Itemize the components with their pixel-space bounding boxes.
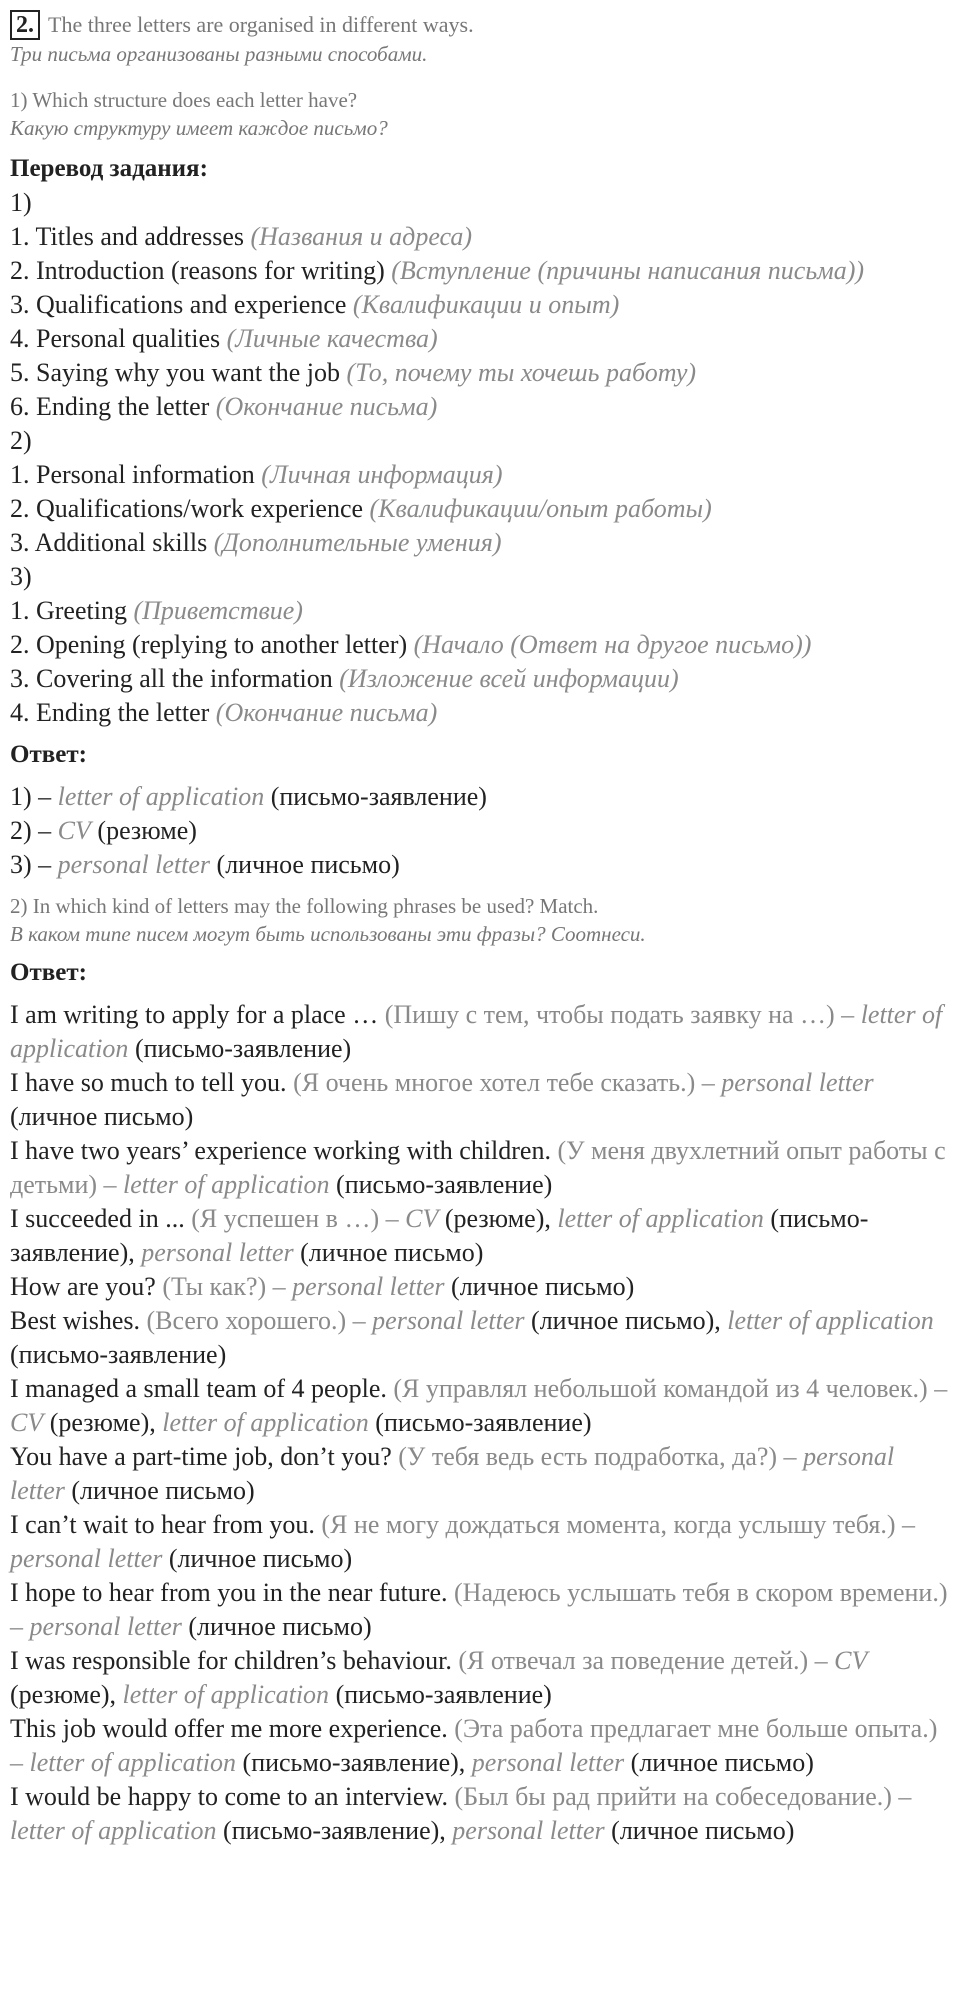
phrase-text: Best wishes. [10, 1306, 147, 1335]
task-number: 2. [10, 10, 40, 40]
phrase-translation: (Я управлял небольшой командой из 4 человек.) – [393, 1374, 948, 1403]
structure-item [10, 424, 950, 458]
phrase-letter-type: letter of application [122, 1680, 330, 1709]
phrase-text: (личное письмо) [64, 1476, 255, 1505]
answer-prefix: 2) – [10, 816, 58, 845]
structure-item [10, 186, 950, 220]
phrase-item [10, 1780, 950, 1848]
structure-item-translation: (Квалификации/опыт работы) [369, 494, 712, 523]
phrase-translation: (Я очень многое хотел тебе сказать.) – [293, 1068, 722, 1097]
phrase-item [10, 1576, 950, 1644]
structure-item [10, 560, 950, 594]
phrase-text: I have so much to tell you. [10, 1068, 294, 1097]
structure-item-text: 2. Qualifications/work experience [10, 494, 370, 523]
phrase-item [10, 1134, 950, 1202]
structure-item-text: 3. Additional skills [10, 528, 214, 557]
phrase-letter-type: letter of application [162, 1408, 369, 1437]
structure-item-text: 4. Personal qualities [10, 324, 227, 353]
phrase-translation: (Я отвечал за поведение детей.) – [458, 1646, 835, 1675]
phrase-text: (личное письмо) [293, 1238, 484, 1267]
phrase-text: This job would offer me more experience. [10, 1714, 455, 1743]
phrase-text: (личное письмо) [181, 1612, 372, 1641]
phrase-text: You have a part-time job, don’t you? [10, 1442, 399, 1471]
answer-prefix: 3) – [10, 850, 58, 879]
answer-letter-type: letter of application [57, 782, 265, 811]
phrase-translation: (Ты как?) – [162, 1272, 293, 1301]
phrase-letter-type: letter of application [727, 1306, 934, 1335]
answer-heading-1: Ответ: [10, 741, 87, 768]
phrase-item [10, 998, 950, 1066]
answer-prefix: 1) – [10, 782, 58, 811]
task-header [10, 10, 950, 40]
phrase-letter-type: letter of application [557, 1204, 764, 1233]
structure-item [10, 696, 950, 730]
structure-item-text: 4. Ending the letter [10, 698, 216, 727]
phrase-letter-type: personal letter [10, 1442, 895, 1505]
phrase-text: (личное письмо) [604, 1816, 795, 1845]
structure-item-translation: (Окончание письма) [215, 392, 438, 421]
phrase-letter-type: CV [10, 1408, 44, 1437]
phrase-item [10, 1270, 950, 1304]
answer-letter-type: personal letter [57, 850, 211, 879]
phrase-text: I hope to hear from you in the near future. [10, 1578, 455, 1607]
phrase-item [10, 1304, 950, 1372]
phrase-text: (резюме), [10, 1680, 123, 1709]
structure-item [10, 322, 950, 356]
structure-item [10, 628, 950, 662]
phrase-letter-type: letter of application [123, 1170, 330, 1199]
structure-item-translation: (Личные качества) [226, 324, 438, 353]
structure-item [10, 526, 950, 560]
phrase-letter-type: personal letter [452, 1816, 605, 1845]
phrase-text: (письмо-заявление), [236, 1748, 472, 1777]
answer-heading-2: Ответ: [10, 959, 87, 986]
structure-item-text: 5. Saying why you want the job [10, 358, 347, 387]
phrase-translation: (Я не могу дождаться момента, когда услышу тебя.) – [321, 1510, 915, 1539]
phrase-translation: (Всего хорошего.) – [146, 1306, 373, 1335]
phrase-translation: (Эта работа предлагает мне больше опыта.) – [10, 1714, 938, 1777]
phrase-text: I can’t wait to hear from you. [10, 1510, 322, 1539]
phrase-text: (письмо-заявление), [10, 1204, 869, 1267]
phrase-letter-type: letter of application [10, 1816, 217, 1845]
phrase-text: (письмо-заявление) [128, 1034, 352, 1063]
structure-item-text: 2. Opening (replying to another letter) [10, 630, 414, 659]
structure-item-text: 1) [10, 188, 32, 217]
phrase-text: (письмо-заявление) [329, 1170, 553, 1199]
phrase-item [10, 1372, 950, 1440]
answer-item [10, 780, 950, 814]
phrase-item [10, 1202, 950, 1270]
phrase-letter-type: personal letter [29, 1612, 182, 1641]
phrase-text: (резюме), [438, 1204, 558, 1233]
phrase-translation: (У меня двухлетний опыт работы с детьми) – [10, 1136, 946, 1199]
structure-item [10, 220, 950, 254]
structure-item-text: 3. Covering all the information [10, 664, 340, 693]
structure-item-text: 6. Ending the letter [10, 392, 216, 421]
question-2-en: 2) In which kind of letters may the following phrases be used? Match. [10, 894, 599, 918]
question-1-en: 1) Which structure does each letter have? [10, 88, 358, 112]
phrase-text: I managed a small team of 4 people. [10, 1374, 394, 1403]
phrase-item [10, 1508, 950, 1576]
phrase-translation: (Был бы рад прийти на собеседование.) – [454, 1782, 912, 1811]
phrase-text: I am writing to apply for a place … [10, 1000, 385, 1029]
phrase-text: (личное письмо), [524, 1306, 728, 1335]
phrase-text: (письмо-заявление) [10, 1340, 227, 1369]
phrase-item [10, 1644, 950, 1712]
structure-list [10, 186, 950, 730]
phrase-item [10, 1066, 950, 1134]
structure-item-translation: (То, почему ты хочешь работу) [346, 358, 697, 387]
task-text-en: The three letters are organised in different ways. [48, 12, 474, 37]
answer-item [10, 814, 950, 848]
phrase-letter-type: CV [405, 1204, 439, 1233]
phrase-text: (личное письмо) [10, 1102, 194, 1131]
structure-item-text: 1. Titles and addresses [10, 222, 251, 251]
structure-item-text: 1. Personal information [10, 460, 262, 489]
answer-translation: (личное письмо) [210, 850, 400, 879]
answer-letter-type: CV [57, 816, 91, 845]
phrases-list [10, 998, 950, 1848]
structure-item [10, 288, 950, 322]
phrase-item [10, 1712, 950, 1780]
phrase-translation: (Пишу с тем, чтобы подать заявку на …) – [384, 1000, 861, 1029]
answer-item [10, 848, 950, 882]
structure-item [10, 662, 950, 696]
structure-item [10, 390, 950, 424]
question-1-ru: Какую структуру имеет каждое письмо? [10, 116, 388, 140]
structure-item [10, 594, 950, 628]
phrase-text: (личное письмо) [624, 1748, 814, 1777]
answer-translation: (резюме) [90, 816, 197, 845]
answers-list-1 [10, 780, 950, 882]
structure-item-translation: (Дополнительные умения) [213, 528, 502, 557]
phrase-text: (личное письмо) [162, 1544, 353, 1573]
phrase-text: (резюме), [43, 1408, 163, 1437]
phrase-letter-type: personal letter [10, 1544, 163, 1573]
answer-translation: (письмо-заявление) [264, 782, 487, 811]
phrase-letter-type: personal letter [292, 1272, 445, 1301]
structure-item-text: 3. Qualifications and experience [10, 290, 353, 319]
phrase-letter-type: personal letter [471, 1748, 625, 1777]
structure-item-text: 3) [10, 562, 32, 591]
phrase-text: I have two years’ experience working with children. [10, 1136, 558, 1165]
phrase-letter-type: personal letter [372, 1306, 525, 1335]
phrase-text: I was responsible for children’s behaviour. [10, 1646, 459, 1675]
phrase-letter-type: personal letter [141, 1238, 294, 1267]
phrase-text: (письмо-заявление) [329, 1680, 552, 1709]
structure-item-text: 2) [10, 426, 32, 455]
phrase-letter-type: CV [834, 1646, 868, 1675]
phrase-item [10, 1440, 950, 1508]
phrase-translation: (Я успешен в …) – [191, 1204, 406, 1233]
structure-item [10, 254, 950, 288]
phrase-text: (личное письмо) [444, 1272, 635, 1301]
structure-item-translation: (Личная информация) [261, 460, 503, 489]
structure-item-text: 1. Greeting [10, 596, 134, 625]
phrase-text: I would be happy to come to an interview. [10, 1782, 455, 1811]
structure-item-translation: (Начало (Ответ на другое письмо)) [413, 630, 812, 659]
task-text-ru: Три письма организованы разными способами. [10, 42, 428, 66]
structure-item [10, 492, 950, 526]
question-2-ru: В каком типе писем могут быть использованы эти фразы? Соотнеси. [10, 922, 646, 946]
structure-item-translation: (Изложение всей информации) [339, 664, 679, 693]
translation-heading: Перевод задания: [10, 155, 208, 182]
phrase-letter-type: letter of application [10, 1000, 943, 1063]
phrase-translation: (У тебя ведь есть подработка, да?) – [398, 1442, 804, 1471]
phrase-translation: (Надеюсь услышать тебя в скором времени.) – [10, 1578, 948, 1641]
structure-item-translation: (Названия и адреса) [250, 222, 473, 251]
phrase-text: (письмо-заявление), [216, 1816, 453, 1845]
structure-item-translation: (Окончание письма) [215, 698, 438, 727]
phrase-letter-type: personal letter [721, 1068, 874, 1097]
structure-item-text: 2. Introduction (reasons for writing) [10, 256, 392, 285]
structure-item-translation: (Квалификации и опыт) [352, 290, 620, 319]
phrase-letter-type: letter of application [29, 1748, 237, 1777]
structure-item [10, 356, 950, 390]
phrase-text: How are you? [10, 1272, 163, 1301]
structure-item [10, 458, 950, 492]
phrase-text: (письмо-заявление) [368, 1408, 592, 1437]
structure-item-translation: (Вступление (причины написания письма)) [391, 256, 865, 285]
phrase-text: I succeeded in ... [10, 1204, 192, 1233]
structure-item-translation: (Приветствие) [133, 596, 303, 625]
